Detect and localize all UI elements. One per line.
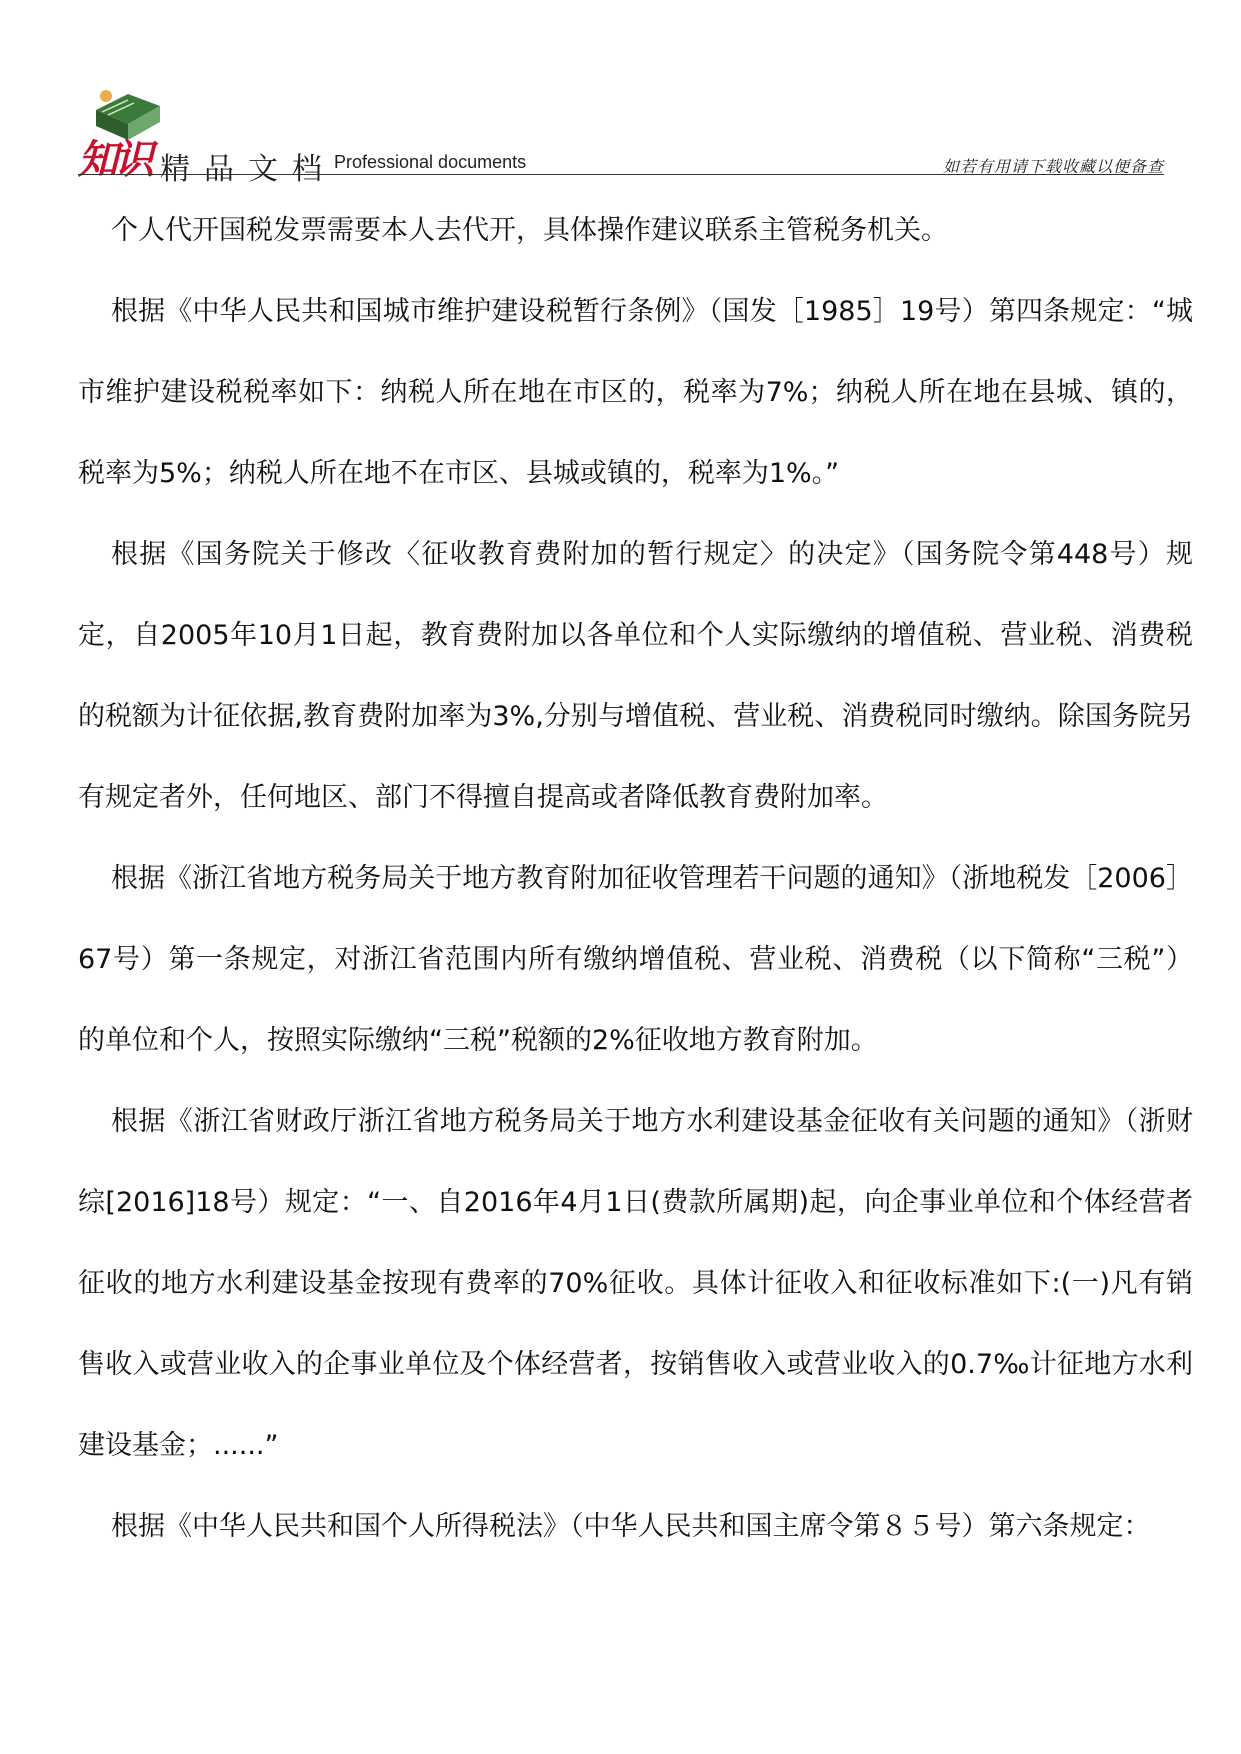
paragraph: 根据《浙江省财政厅浙江省地方税务局关于地方水利建设基金征收有关问题的通知》（浙财综[2016]18号）规定：“一、自2016年4月1日(费款所属期)起，向企事业单位和个体经营者征收的地方水利建设基金按现有费率的70%征收。具体计征收入和征收标准如下:(一)凡有销售收入或营业收入的企事业单位及个体经营者，按销售收入或营业收入的0.7‰计征地方水利建设基金；......” bbox=[78, 1106, 1193, 1461]
paragraph: 根据《国务院关于修改〈征收教育费附加的暂行规定〉的决定》（国务院令第448号）规定，自2005年10月1日起，教育费附加以各单位和个人实际缴纳的增值税、营业税、消费税的税额为计征依据,教育费附加率为3%,分别与增值税、营业税、消费税同时缴纳。除国务院另有规定者外，任何地区、部门不得擅自提高或者降低教育费附加率。 bbox=[78, 539, 1193, 813]
logo-text: 知识 bbox=[78, 136, 150, 183]
paragraph: 根据《浙江省地方税务局关于地方教育附加征收管理若干问题的通知》（浙地税发［2006］67号）第一条规定，对浙江省范围内所有缴纳增值税、营业税、消费税（以下简称“三税”）的单位和个人，按照实际缴纳“三税”税额的2%征收地方教育附加。 bbox=[78, 863, 1193, 1056]
header-divider bbox=[78, 174, 1164, 175]
page-header bbox=[78, 88, 1164, 187]
paragraph: 根据《中华人民共和国个人所得税法》（中华人民共和国主席令第８５号）第六条规定： bbox=[111, 1511, 1151, 1542]
brand-title: 精品文档 bbox=[160, 152, 336, 187]
document-body bbox=[78, 190, 1193, 1567]
paragraph: 根据《中华人民共和国城市维护建设税暂行条例》（国发［1985］19号）第四条规定：“城市维护建设税税率如下：纳税人所在地在市区的，税率为7%；纳税人所在地在县城、镇的，税率为5%；纳税人所在地不在市区、县城或镇的，税率为1%。” bbox=[78, 296, 1193, 489]
header-slogan: 如若有用请下载收藏以便备查 bbox=[942, 157, 1164, 176]
paragraph: 个人代开国税发票需要本人去代开，具体操作建议联系主管税务机关。 bbox=[111, 215, 948, 246]
logo bbox=[78, 88, 158, 183]
brand-subtitle: Professional documents bbox=[334, 152, 527, 172]
